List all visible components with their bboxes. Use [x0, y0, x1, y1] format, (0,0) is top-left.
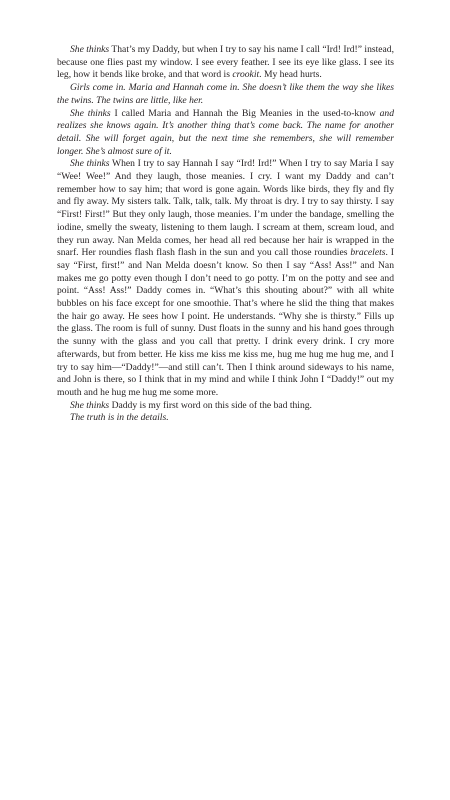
text-run: She thinks	[70, 399, 110, 411]
paragraph-4	[57, 158, 394, 399]
text-run: I called Maria and Hannah the Big Meanies in the used-to-know	[110, 107, 380, 119]
text-run: bracelets	[350, 247, 386, 259]
text-run: . I say “First, first!” and Nan Melda doesn’t know. So then I say “Ass! Ass!” and Nan makes me go potty even though I don’t need to go potty. I’m on the potty and see and point. “Ass! Ass!” Daddy comes in. “What’s this shouting about?” with all white bubbles on his face except for one smoothie. That’s where he slid the thing that makes the hair go away. He sees how I point. He understands. “Why she is thirsty.” Fills up the glass. The room is full of sunny. Dust floats in the sunny and his hand goes through the sunny with the glass and you call that pretty. I drink every drink. I cry more afterwards, but from better. He kiss me kiss me kiss me, hug me hug me hug me, and I try to say him—“Daddy!”—and still can’t. Then I think around sideways to his name, and John is there, so I think that in my mind and while I think John I “Daddy!” out my mouth and he hug me hug me some more.	[57, 247, 394, 398]
text-run: When I try to say Hannah I say “Ird! Ird!” When I try to say Maria I say “Wee! Wee!” And they laugh, those meanies. I cry. I want my Daddy and can’t remember how to say him; that word is gone again. Words like birds, they fly and fly and fly away. My sisters talk. Talk, talk, talk. My throat is dry. I try to say thirsty. I say “First! First!” But they only laugh, those meanies. I’m under the bandage, smelling the iodine, smelly the sweaty, listening to them laugh. I scream at them, scream loud, and they run away. Nan Melda comes, her head all red because her hair is wrapped in the snarf. Her roundies flash flash flash in the sun and you call those roundies	[57, 158, 394, 259]
book-page	[57, 44, 394, 425]
text-run: crookit	[232, 69, 260, 81]
paragraph-3	[57, 108, 394, 159]
text-run: She thinks	[70, 44, 110, 55]
text-run: That’s my Daddy, but when I try to say his name I call “Ird! Ird!” instead, because one flies past my window. I see every feather. I see its eye like glass. I see its leg, how it bends like broke, and that word is	[57, 44, 394, 81]
text-run: Girls come in. Maria and Hannah come in. She doesn’t like them the way she likes the twins. The twins are little, like her.	[57, 82, 394, 106]
text-run: and realizes she knows again. It’s another thing that’s come back. The name for another detail. She will forget again, but the next time she remembers, she will remember longer. She’s almost sure of it.	[57, 107, 394, 157]
text-run: The truth is in the details.	[70, 412, 169, 424]
paragraph-1	[57, 44, 394, 82]
text-run: . My head hurts.	[259, 69, 322, 81]
paragraph-5	[57, 400, 394, 413]
text-run: She thinks	[70, 158, 110, 170]
paragraph-6	[57, 412, 394, 425]
text-run: Daddy is my first word on this side of the bad thing.	[109, 399, 312, 411]
text-run: She thinks	[70, 107, 111, 119]
paragraph-2	[57, 82, 394, 107]
